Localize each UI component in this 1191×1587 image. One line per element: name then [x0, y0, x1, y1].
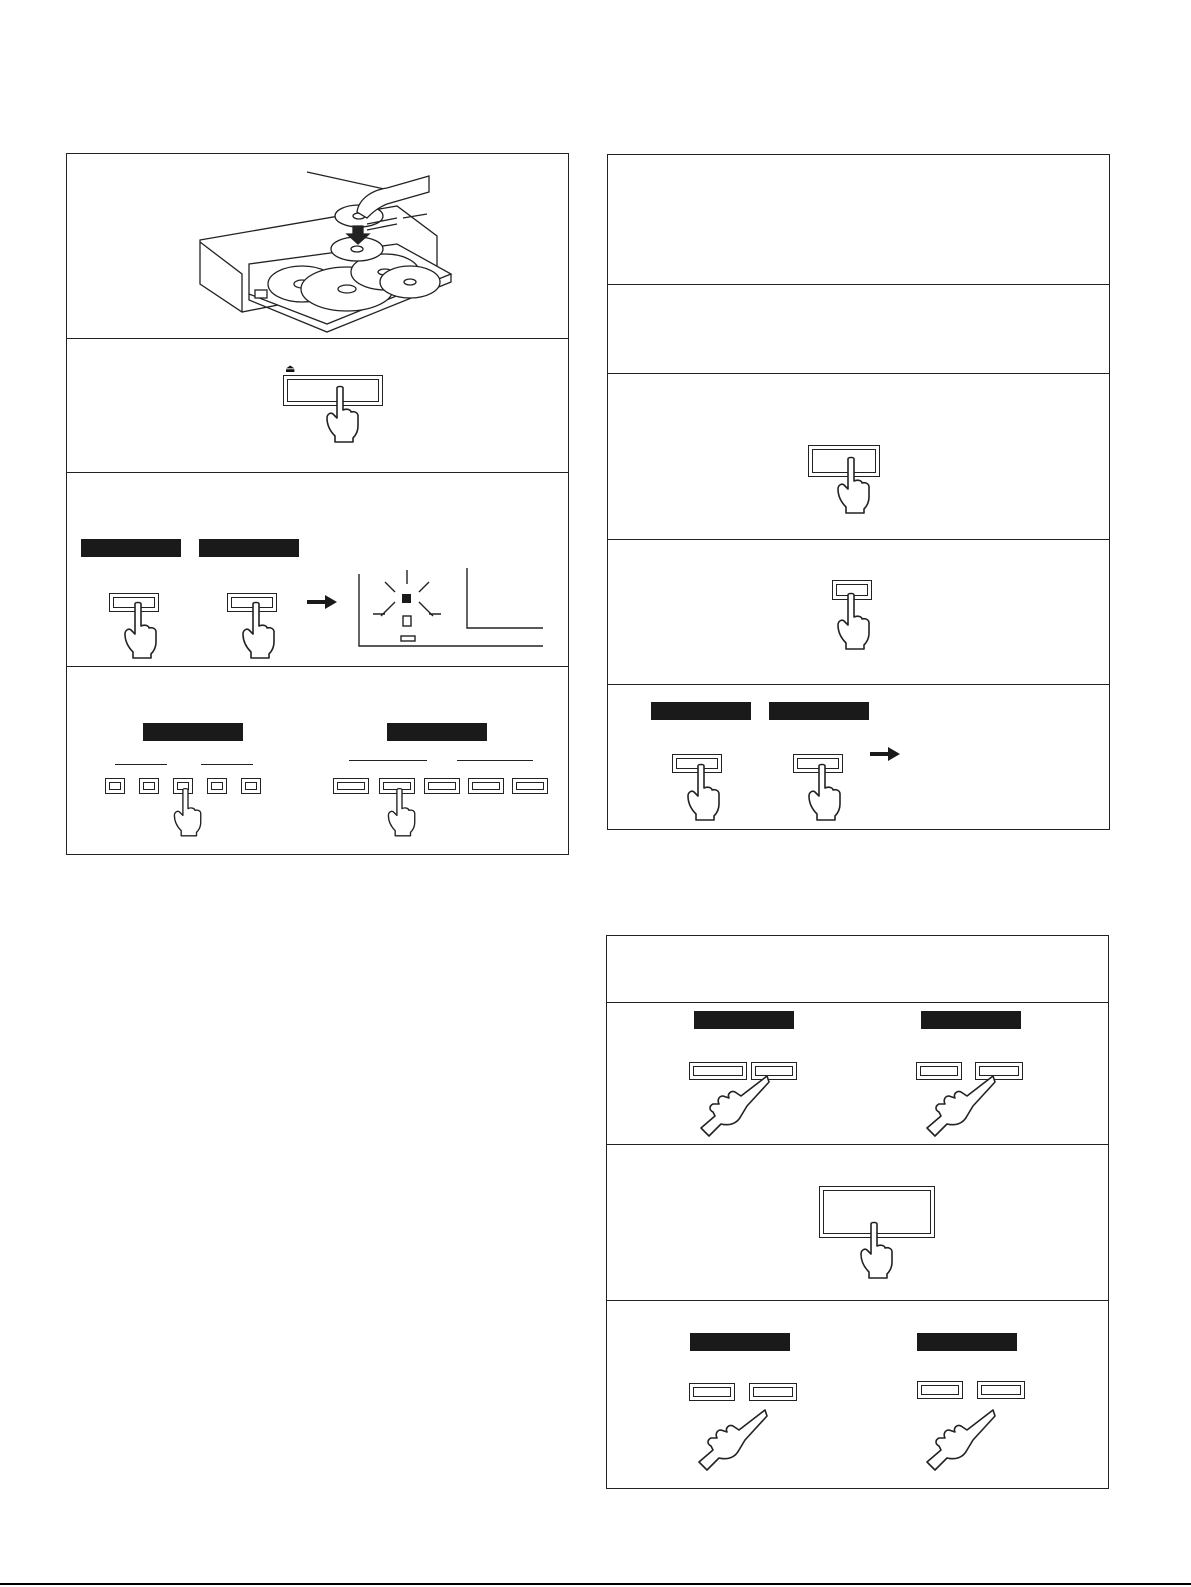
pointing-hand-icon — [805, 764, 845, 820]
step-press-button — [608, 373, 1111, 539]
label-bar — [143, 723, 243, 741]
pair-button[interactable] — [749, 1383, 797, 1401]
right-bottom-instruction-panel — [606, 935, 1109, 1489]
diagonal-pointing-hand-icon — [701, 1074, 771, 1136]
pair-button[interactable] — [689, 1383, 735, 1401]
group-line — [201, 764, 253, 765]
pointing-hand-icon — [121, 602, 161, 658]
step-open-tray — [67, 338, 570, 472]
step-separate-pairs — [607, 1300, 1110, 1490]
step-number-select — [67, 666, 570, 856]
display-indicator — [357, 568, 547, 668]
step-two-buttons — [608, 684, 1111, 831]
step-button-pairs — [607, 1002, 1110, 1144]
label-bar — [690, 1333, 790, 1351]
pair-button[interactable] — [977, 1381, 1025, 1399]
pointing-hand-icon — [385, 788, 419, 836]
page-bottom-rule — [0, 1583, 1191, 1585]
pointing-hand-icon — [857, 1222, 897, 1278]
step-empty — [608, 155, 1111, 284]
group-line — [115, 764, 167, 765]
label-bar — [651, 702, 751, 720]
number-button[interactable] — [241, 778, 261, 794]
eject-icon: ⏏ — [285, 363, 296, 375]
diagonal-pointing-hand-icon — [927, 1408, 997, 1470]
pointing-hand-icon — [171, 788, 205, 836]
left-instruction-panel — [66, 153, 569, 855]
disc-button[interactable] — [512, 778, 548, 794]
step-empty — [608, 284, 1111, 373]
label-bar — [387, 723, 487, 741]
label-bar — [199, 539, 299, 557]
group-line — [349, 760, 427, 761]
right-top-instruction-panel — [607, 154, 1110, 830]
disc-button[interactable] — [468, 778, 504, 794]
step-press-small-button — [608, 539, 1111, 684]
cd-changer-illustration — [67, 154, 570, 338]
label-bar — [769, 702, 869, 720]
label-bar — [921, 1011, 1021, 1029]
pointing-hand-icon — [323, 386, 363, 442]
pointing-hand-icon — [239, 602, 279, 658]
step-large-button — [607, 1144, 1110, 1300]
number-button[interactable] — [139, 778, 159, 794]
pointing-hand-icon — [834, 593, 874, 649]
pair-button[interactable] — [917, 1381, 963, 1399]
blinking-indicator-icon — [402, 594, 411, 603]
diagonal-pointing-hand-icon — [699, 1408, 769, 1470]
step-load-disc — [67, 154, 570, 338]
label-bar — [81, 539, 181, 557]
group-line — [457, 760, 533, 761]
arrow-right-icon — [870, 747, 900, 761]
diagonal-pointing-hand-icon — [927, 1074, 997, 1136]
label-bar — [694, 1011, 794, 1029]
step-select-program — [67, 472, 570, 666]
disc-button[interactable] — [424, 778, 460, 794]
number-button[interactable] — [105, 778, 125, 794]
arrow-right-icon — [307, 595, 337, 609]
disc-button[interactable] — [333, 778, 369, 794]
pointing-hand-icon — [684, 764, 724, 820]
step-empty — [607, 936, 1110, 1002]
number-button[interactable] — [207, 778, 227, 794]
label-bar — [917, 1333, 1017, 1351]
pointing-hand-icon — [834, 457, 874, 513]
